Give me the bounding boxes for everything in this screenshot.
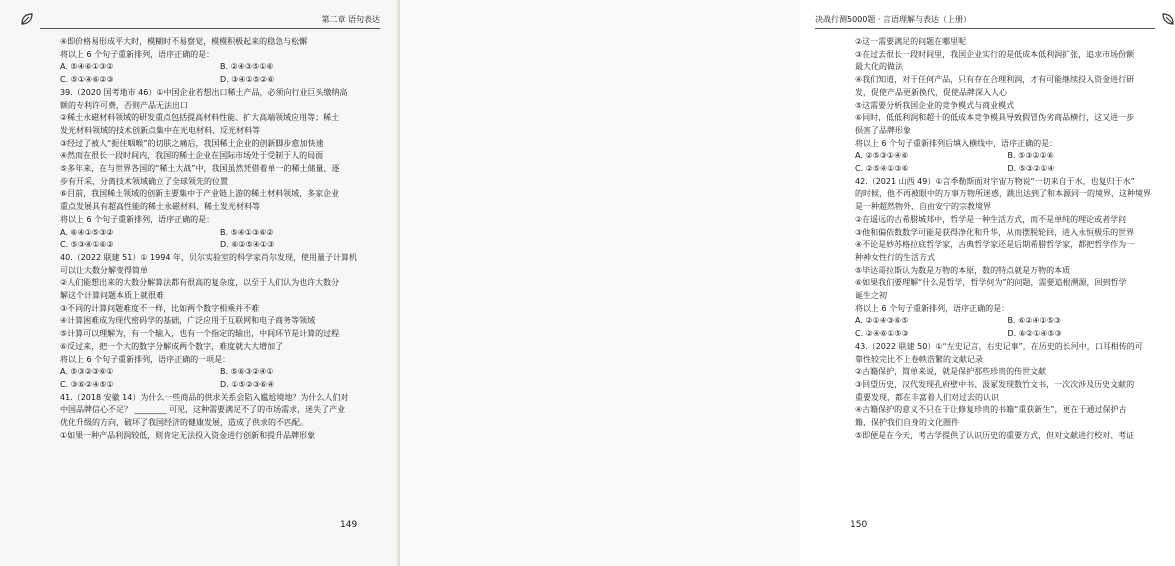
text-line: 诞生之初: [855, 291, 887, 301]
answer-option: D. ⑤③②①④: [1007, 164, 1055, 174]
text-line: 将以上 6 个句子重新排列后填入横线中，语序正确的是：: [855, 138, 1058, 148]
text-line: ⑤即便是在今天，考古学提供了认识历史的重要方式，但对文献进行校对、考证: [855, 430, 1135, 440]
text-line: 解这个计算问题本质上就很难: [60, 291, 164, 301]
answer-options-row: [855, 163, 1160, 176]
answer-option: B. ②④③⑤①⑥: [220, 62, 274, 72]
text-line: ⑤毕达哥拉斯认为数是万物的本原，数的特点就是万物的本质: [855, 265, 1071, 275]
text-line: ⑤这需要分析我国企业的竞争模式与商业模式: [855, 100, 1015, 110]
answer-options-row: [855, 328, 1160, 341]
text-line: ⑥同时，低低利润和超十的低成本竞争模具导致假冒伪劣商品横行，这又进一步: [855, 113, 1135, 123]
answer-options-row: [60, 366, 380, 379]
text-line: ③他和偏依数数学可能是获得净化和升华，从而摆脱轮回，进入永恒极乐的世界: [855, 227, 1135, 237]
text-line: ②古籍保护，简单来说，就是保护那些珍贵的传世文献: [855, 367, 1047, 377]
answer-option: C. ⑤③④①⑥②: [60, 240, 114, 250]
answer-options-row: [60, 74, 380, 87]
answer-option: C. ②⑤④①③⑥: [855, 164, 909, 174]
answer-option: A. ⑥④①⑤③②: [60, 227, 114, 237]
text-line: 中国品牌信心不足？ ________ 可见，这种需要满足不了的市场需求，迷失了产业: [60, 405, 346, 415]
text-line: ④然而在很长一段时间内，我国的稀土企业在国际市场处于受制于人的局面: [60, 151, 324, 161]
answer-option: B. ⑥②④①⑤③: [1007, 316, 1062, 326]
answer-option: C. ③⑥②④⑤①: [60, 379, 114, 389]
text-line: 发，促使产品更新换代，促使品牌深入人心: [855, 87, 1007, 97]
answer-options-row: [60, 61, 380, 74]
left-text-column: [60, 36, 380, 443]
text-line: ①如果一种产品利润较低，则肯定无法投入资金进行创新和提升品牌形象: [60, 430, 316, 440]
text-line: 重要发现，都在丰富着人们对过去的认识: [855, 392, 999, 402]
text-line: 将以上 6 个句子重新排列，语序正确的是：: [855, 303, 1010, 313]
answer-option: D. ①⑤②③⑥④: [220, 379, 275, 389]
text-line: ⑤多年来，在与世界各国的“稀土大战”中，我国虽然凭借着单一的稀土储量，逐: [60, 164, 340, 174]
text-line: 将以上 6 个句子重新排列，语序正确的一项是：: [60, 354, 231, 364]
text-line: 额的专利许可费，否则产品无法出口: [60, 100, 188, 110]
text-line: ④即价格易形成平大时，模糊时不易察觉，模模积极起来的稳急与松懈: [60, 37, 308, 46]
answer-option: B. ⑤⑥③②④①: [220, 367, 274, 377]
answer-option: B. ⑤③②①⑥: [1007, 151, 1054, 161]
text-line: ④计算困难成为现代密码学的基础，广泛应用于互联网和电子商务等领域: [60, 316, 316, 326]
text-line: ③不同的计算问题难度不一样，比如两个数字相乘并不难: [60, 303, 260, 313]
left-page: [0, 0, 400, 566]
text-line: 是一种超然物外、自由安宁的宗教境界: [855, 202, 991, 212]
answer-option: B. ⑤④①③⑥②: [220, 227, 274, 237]
text-line: ③回望历史，汉代发现孔府壁中书、汲冢发现数竹文书，一次次涉及历史文献的: [855, 379, 1135, 389]
answer-options-row: [60, 227, 380, 240]
text-line: 优化升级的方向，破坏了我国经济的健康发展，造成了供求的不匹配。: [60, 418, 308, 428]
text-line: 最大化的做法: [855, 62, 903, 72]
answer-option: A. ⑤④⑥①③②: [60, 62, 114, 72]
answer-option: C. ②④⑥①⑤③: [855, 329, 909, 339]
text-line: 种神女性行的生活方式: [855, 252, 935, 262]
right-page: [400, 0, 1151, 566]
text-line: 发光材料领域的技术创新点集中在光电材料、反光材料等: [60, 125, 260, 135]
text-line: 39.（2020 国考地市 46）①中国企业若想出口稀土产品，必须向行业巨头缴纳高: [60, 87, 348, 97]
text-line: ④不论是妙苏格拉底哲学家，古典哲学家还是后期希腊哲学家，都把哲学作为一: [855, 240, 1135, 250]
text-line: 损害了品牌形象: [855, 125, 911, 135]
text-line: ⑤计算可以理解为，有一个输入，也有一个指定的输出，中间环节是计算的过程: [60, 329, 340, 339]
answer-options-row: [855, 150, 1160, 163]
text-line: 41.（2018 安徽 14）为什么一些商品的供求关系会陷入尴尬境地？为什么人们对: [60, 392, 349, 402]
left-running-header: 第二章 语句表达: [321, 15, 380, 24]
answer-option: A. ②⑤③①④⑥: [855, 151, 909, 161]
right-running-header: 决战行测5000题 · 言语理解与表达（上册）: [815, 15, 971, 24]
answer-option: D. ③④①⑤②⑥: [220, 75, 275, 85]
right-text-column: [855, 36, 1160, 443]
text-line: ⑥反过来，把一个大的数字分解成两个数字，难度就大大增加了: [60, 341, 284, 351]
answer-option: C. ⑤①④⑥②③: [60, 75, 114, 85]
text-line: 的时候，他不再被眼中的万事万物所迷惑，跳出达到了和本源同一的境界，这种境界: [855, 189, 1151, 199]
text-line: 籍，保护我们自身的文化圈件: [855, 418, 959, 428]
leaf-icon: [1161, 12, 1175, 26]
text-line: ③经过了被人“扼住咽喉”的切肤之痛后，我国稀土企业的创新脚步愈加快速: [60, 138, 324, 148]
answer-options-row: [60, 379, 380, 392]
text-line: ②人们能想出来的大数分解算法都有很高的复杂度，以至于人们认为也许大数分: [60, 278, 340, 288]
text-line: 40.（2022 联建 51）① 1994 年，贝尔实验室的科学家肖尔发现，使用量子计算机: [60, 252, 357, 262]
text-line: ②这一需要满足的问题在哪里呢: [855, 37, 967, 46]
answer-option: D. ⑥②⑤④①③: [220, 240, 275, 250]
left-page-number: 149: [340, 520, 358, 530]
text-line: ⑥目前，我国稀土领域的创新主要集中于产业链上游的稀土材料领域，多家企业: [60, 189, 340, 199]
text-line: ④我们知道，对于任何产品，只有存在合理利润，才有可能继续投入资金进行研: [855, 75, 1135, 85]
text-line: ③在过去很长一段时间里，我国企业实行的是低成本低利润扩张，追求市场份额: [855, 49, 1135, 59]
text-line: ⑥如果我们要理解“什么是哲学，哲学何为”的问题，需要追根溯源，回到哲学: [855, 278, 1127, 288]
text-line: 靠性较完比不上卷帙浩繁的文献记录: [855, 354, 983, 364]
text-line: 将以上 6 个句子重新排列，语序正确的是：: [60, 214, 215, 224]
text-line: ②稀土永磁材料领域的研发重点包括提高材料性能、扩大高端领域应用等；稀土: [60, 113, 340, 123]
answer-option: A. ②①④③⑥⑤: [855, 316, 909, 326]
text-line: ④古籍保护的意义不只在于让修复珍贵的书籍“重获新生”，更在于通过保护古: [855, 405, 1127, 415]
text-line: 步有开采、分离技术领域确立了全球领先的位置: [60, 176, 228, 186]
answer-options-row: [855, 315, 1160, 328]
text-line: ②在遥远的古希腊城邦中，哲学是一种生活方式，而不是单纯的理论或者学问: [855, 214, 1127, 224]
left-header-rule: [40, 28, 380, 29]
answer-options-row: [60, 239, 380, 252]
text-line: 重点发展具有超高性能的稀土永磁材料、稀土发光材料等: [60, 202, 260, 212]
text-line: 42.（2021 山西 49）①言季勒斯面对宇宙万物说“一切来自于水，也复归于水”: [855, 176, 1135, 186]
answer-option: D. ⑥②①④⑤③: [1007, 329, 1062, 339]
right-page-number: 150: [850, 520, 868, 530]
text-line: 可以让大数分解变得简单: [60, 265, 148, 275]
right-header-rule: [815, 28, 1155, 29]
answer-option: A. ⑤③②③⑥①: [60, 367, 114, 377]
text-line: 43.（2022 联建 50）①“左史记言，右史记事”，在历史的长河中，口耳相传的可: [855, 341, 1143, 351]
text-line: 将以上 6 个句子重新排列，语序正确的是：: [60, 49, 215, 59]
leaf-icon: [20, 12, 34, 26]
